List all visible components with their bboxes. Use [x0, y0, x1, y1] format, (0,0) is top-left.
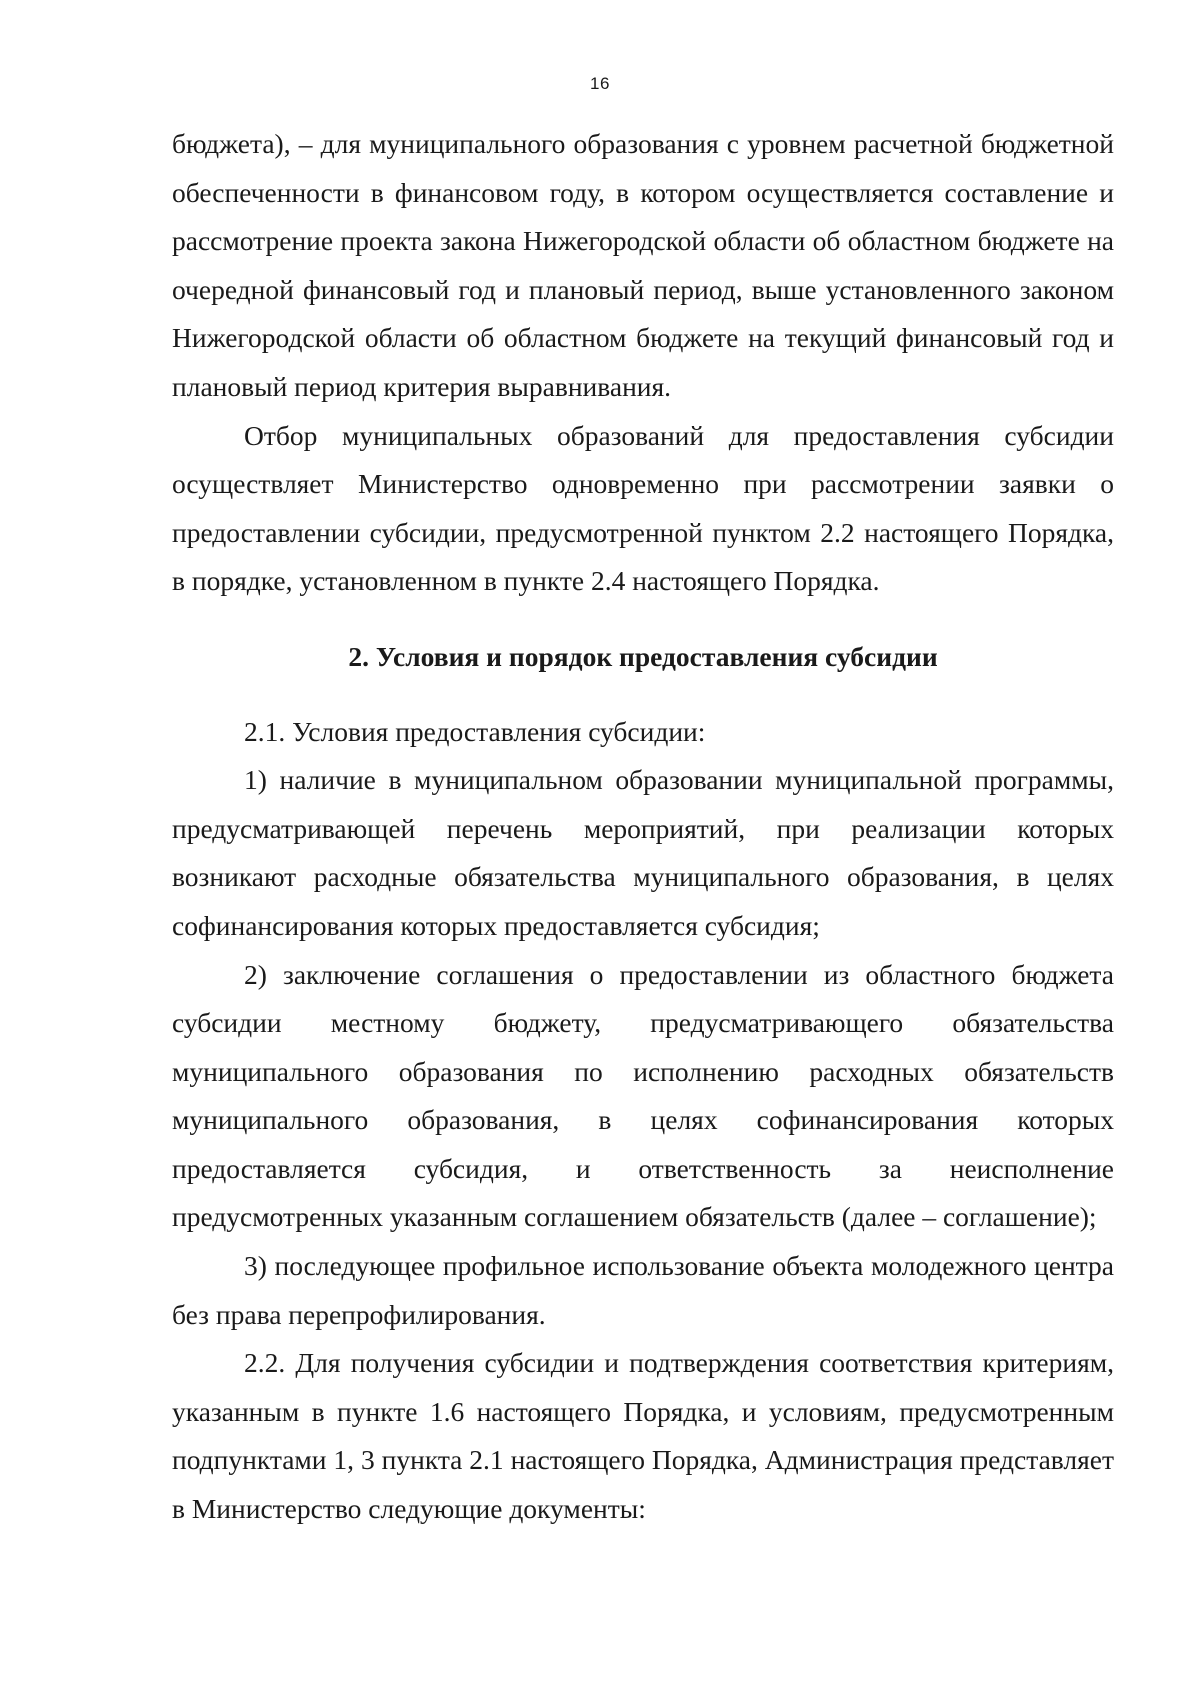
paragraph-selection: Отбор муниципальных образований для предоставления субсидии осуществляет Министерство одновременно при рассмотрении заявки о предоставлении субсидии, предусмотренной пунктом 2.2 настоящего Порядка, в порядке, установленном в пункте 2.4 настоящего Порядка. — [172, 419, 1114, 597]
section-heading: 2. Условия и порядок предоставления субсидии — [348, 640, 938, 672]
paragraph-2-1-item-2: 2) заключение соглашения о предоставлении из областного бюджета субсидии местному бюджету, предусматривающего обязательства муниципального образования по исполнению расходных обязательств муниципального образования, в целях софинансирования которых предоставляется субсидия, и ответственность за неисполнение предусмотренных указанным соглашением обязательств (далее – соглашение); — [172, 958, 1114, 1233]
paragraph-2-1-item-3: 3) последующее профильное использование объекта молодежного центра без права перепрофилирования. — [172, 1250, 1114, 1330]
paragraph-2-1-item-1: 1) наличие в муниципальном образовании муниципальной программы, предусматривающей перечень мероприятий, при реализации которых возникают расходные обязательства муниципального образования, в целях софинансирования которых предоставляется субсидия; — [172, 764, 1114, 941]
paragraph-2-1: 2.1. Условия предоставления субсидии: — [244, 715, 706, 747]
paragraph-2-2: 2.2. Для получения субсидии и подтверждения соответствия критериям, указанным в пункте 1.6 настоящего Порядка, и условиям, предусмотренным подпунктами 1, 3 пункта 2.1 настоящего Порядка, Администрация представляет в Министерство следующие документы: — [172, 1347, 1114, 1525]
paragraph-budget-continuation: бюджета), – для муниципального образования с уровнем расчетной бюджетной обеспеченности в финансовом году, в котором осуществляется составление и рассмотрение проекта закона Нижегородской области об областном бюджете на очередной финансовый год и плановый период, выше установленного законом Нижегородской области об областном бюджете на текущий финансовый год и плановый период критерия выравнивания. — [172, 128, 1114, 402]
document-body — [172, 120, 1114, 1534]
page-number: 16 — [590, 74, 610, 93]
